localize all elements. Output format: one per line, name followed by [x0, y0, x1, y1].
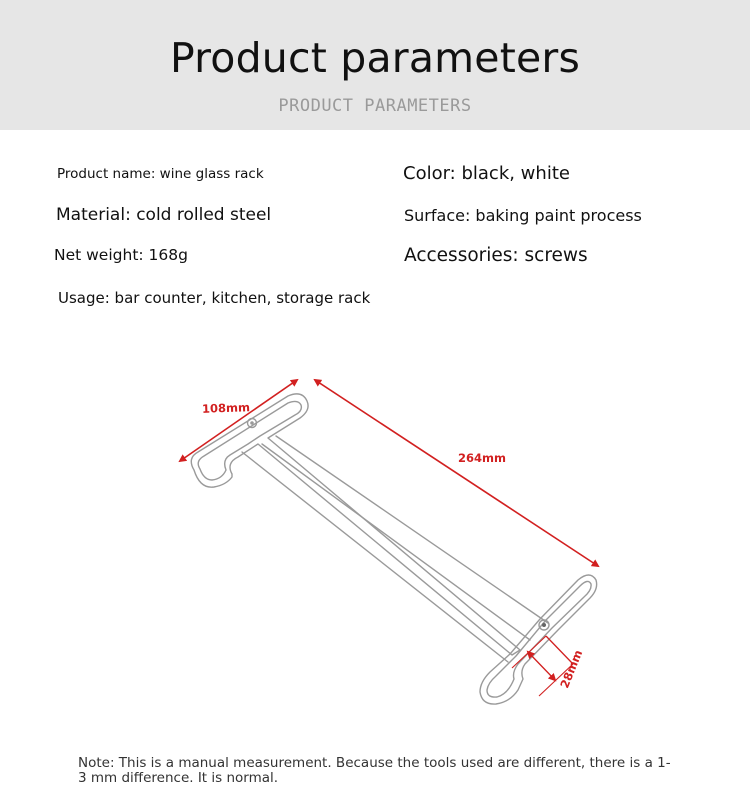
param-net-weight: Net weight: 168g [54, 246, 188, 264]
param-color: Color: black, white [403, 163, 570, 184]
dimension-width-label: 108mm [201, 400, 251, 416]
param-material: Material: cold rolled steel [56, 205, 272, 225]
rack-rail-right [276, 436, 548, 623]
rack-rail-left [242, 452, 508, 662]
param-accessories: Accessories: screws [404, 245, 588, 266]
rack-product-image [191, 394, 596, 704]
measurement-note: Note: This is a manual measurement. Because the tools used are different, there is a 1-3 mm difference. It is normal. [78, 755, 671, 786]
page-subtitle: PRODUCT PARAMETERS [278, 96, 472, 116]
page-title: Product parameters [169, 34, 581, 82]
param-usage: Usage: bar counter, kitchen, storage rack [58, 289, 371, 307]
rack-bottom-crossbar-inner [487, 581, 591, 697]
rack-bottom-crossbar [480, 575, 597, 704]
dimension-length-label: 264mm [458, 451, 506, 465]
dimension-lines [180, 380, 598, 696]
dimension-height-label: 28mm [557, 647, 586, 691]
rack-rail-center [262, 444, 530, 640]
dimension-length-line [315, 380, 598, 566]
param-surface: Surface: baking paint process [404, 206, 642, 225]
dimension-width-line [180, 380, 297, 461]
param-product-name: Product name: wine glass rack [57, 166, 264, 182]
